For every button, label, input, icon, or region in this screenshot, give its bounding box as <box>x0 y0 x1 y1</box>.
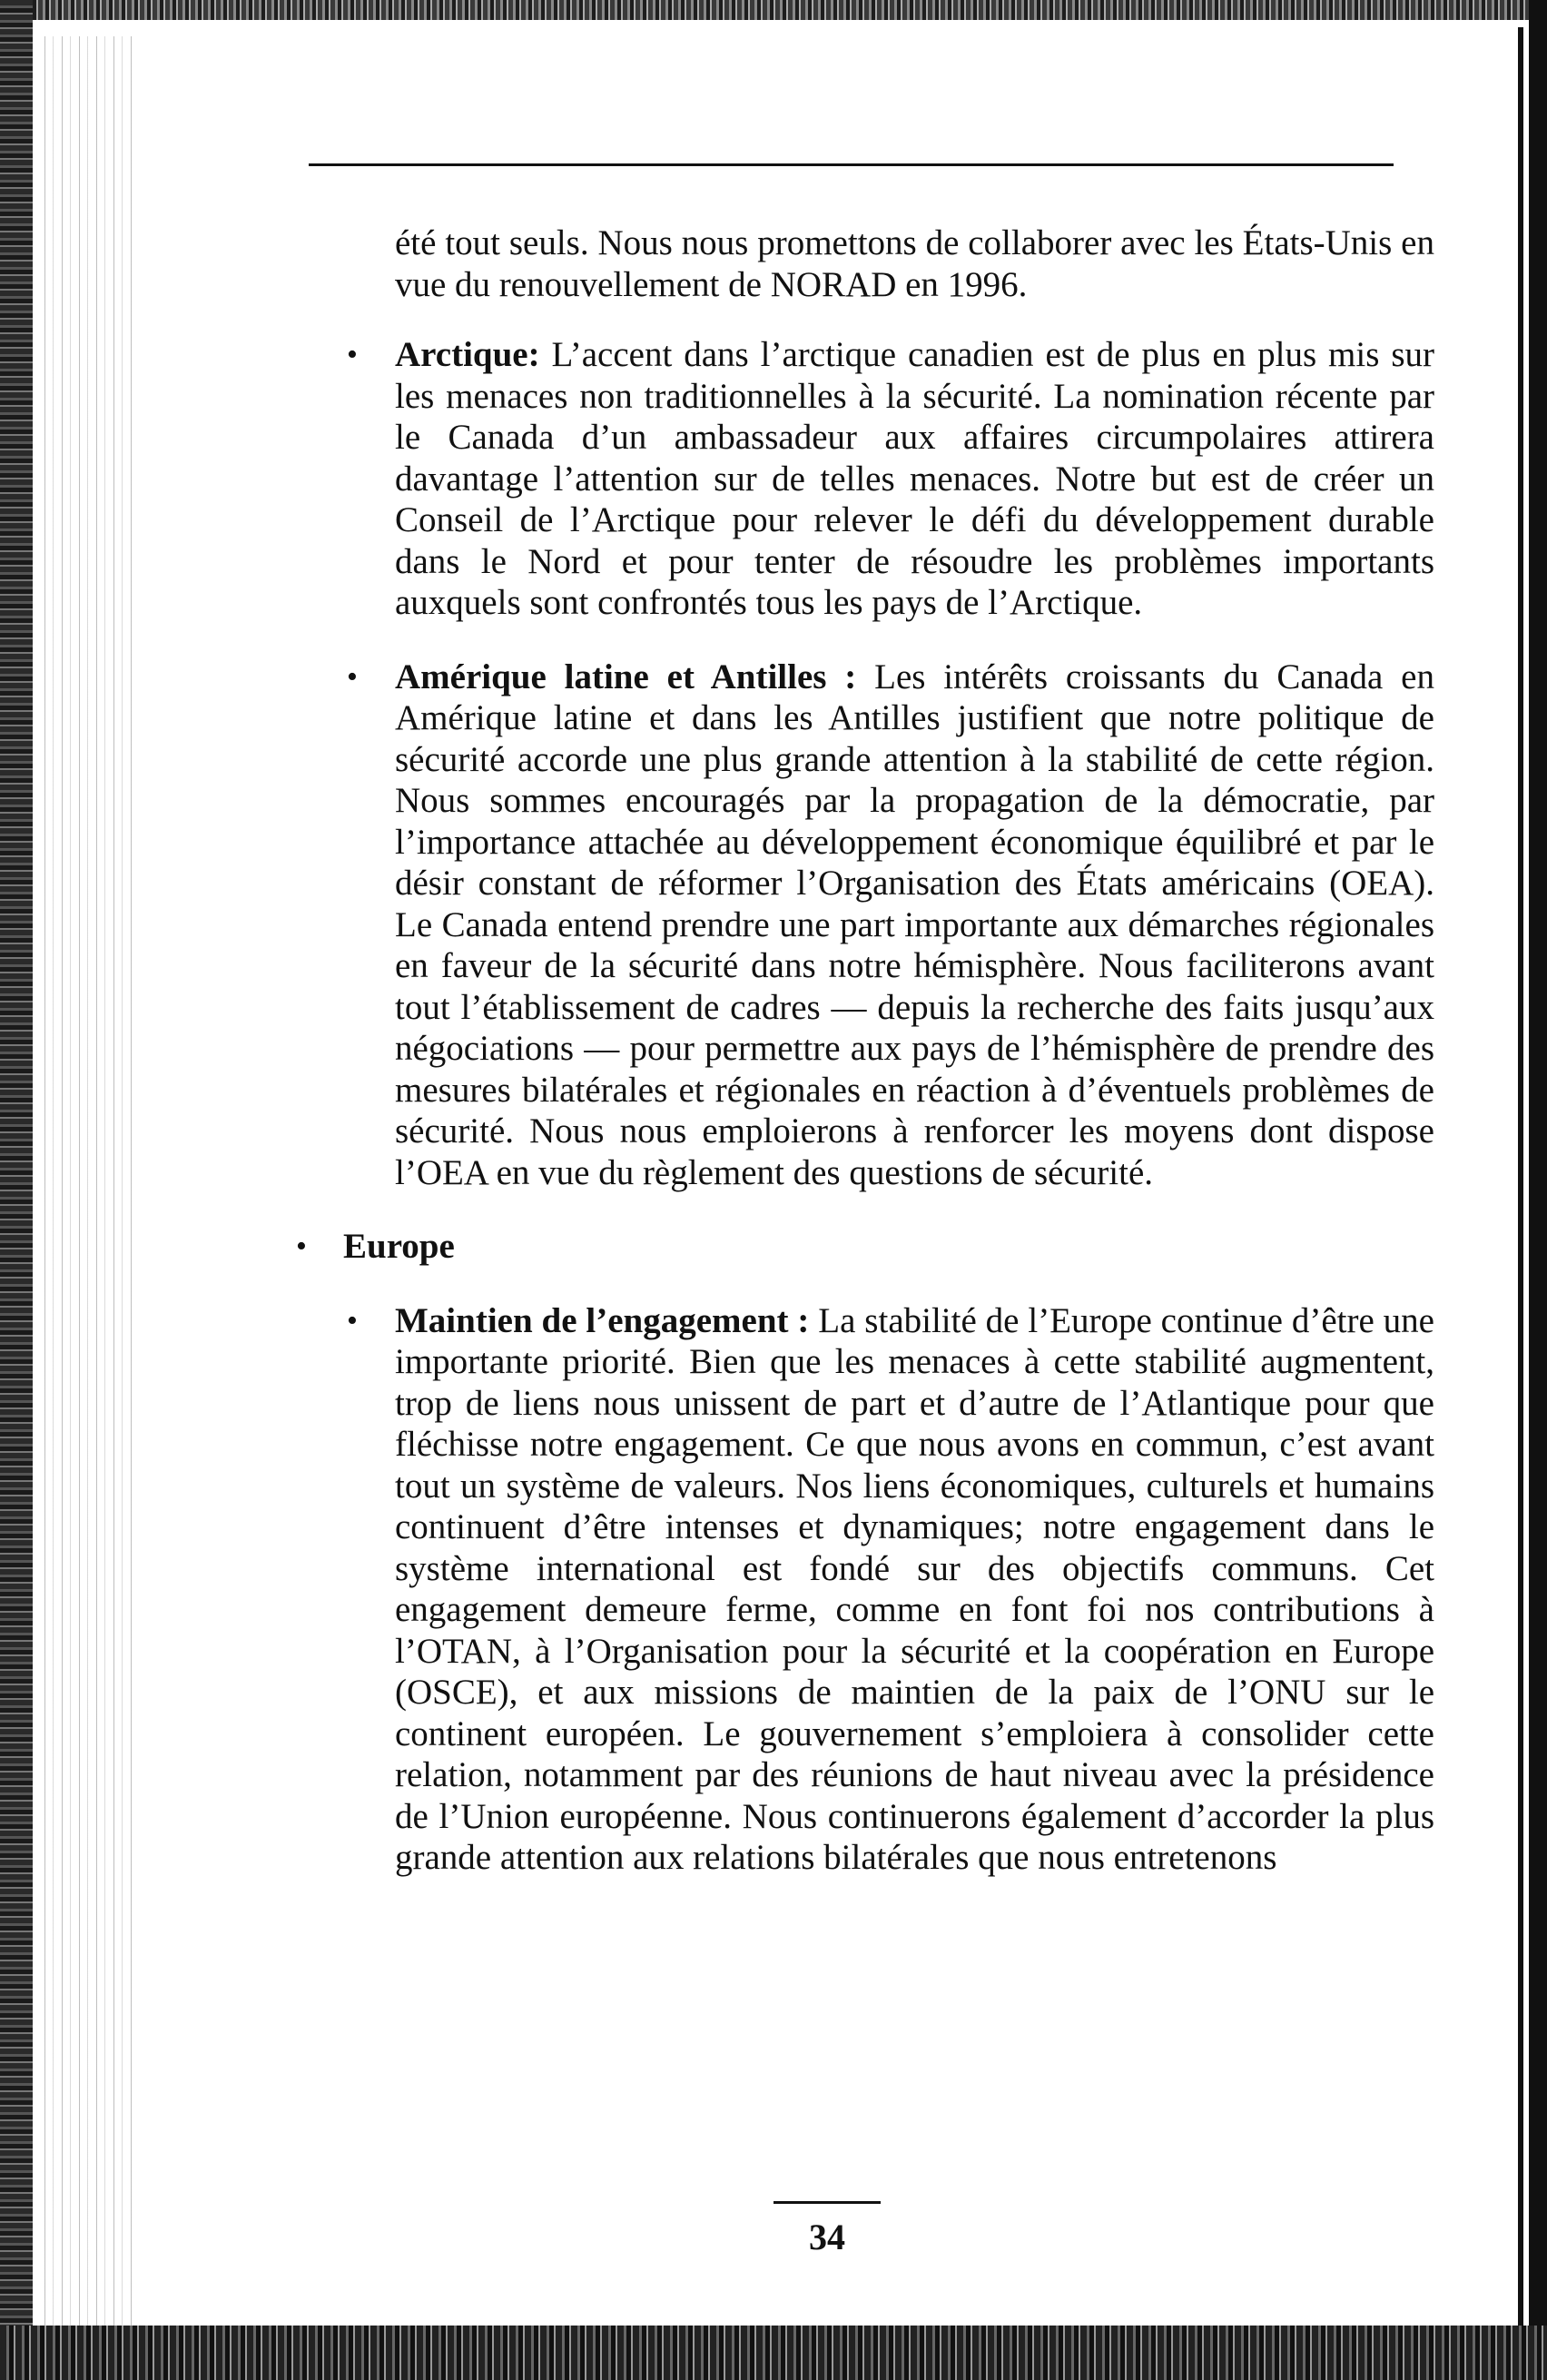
scan-edge-bottom <box>0 2326 1547 2380</box>
bullet-heading: Maintien de l’engagement : <box>395 1300 810 1340</box>
section-heading: Europe <box>343 1227 455 1266</box>
page-number: 34 <box>809 2217 845 2257</box>
bullet-dot: • <box>347 338 358 371</box>
bullet-text: La stabilité de l’Europe continue d’être une importante priorité. Bien que les menaces à cette stabilité augmentent, trop de liens nous unissent de part et d’autre de l’Atlantique pour que fléchisse notre engagement. Ce que nous avons en commun, c’est avant tout un système de valeurs. Nos liens économiques, culturels et humains continuent d’être intenses et dynamiques; notre engagement dans le système international est fondé sur des objectifs communs. Cet engagement demeure ferme, comme en font foi nos contributions à l’OTAN, à l’Organisation pour la sécurité et la coopération en Europe (OSCE), et aux missions de maintien de la paix de l’ONU sur le continent européen. Le gouvernement s’emploiera à consolider cette relation, notamment par des réunions de haut niveau avec la présidence de l’Union européenne. Nous continuerons également d’accorder la plus grande attention aux relations bilatérales que nous entretenons <box>395 1300 1434 1877</box>
bullet-paragraph <box>395 1300 1434 1879</box>
header-rule <box>309 163 1394 166</box>
bullet-dot: • <box>347 1303 358 1338</box>
scan-edge-top <box>0 0 1547 20</box>
scan-edge-right <box>1529 0 1547 2380</box>
page-body <box>291 222 1434 1911</box>
continuation-paragraph: été tout seuls. Nous nous promettons de collaborer avec les États-Unis en vue du renouvellement de NORAD en 1996. <box>395 223 1434 304</box>
bullet-heading: Amérique latine et Antilles : <box>395 657 857 696</box>
bullet-text: Les intérêts croissants du Canada en Amérique latine et dans les Antilles justifient que notre politique de sécurité accorde une plus grande attention à la stabilité de cette région. Nous sommes encouragés par la propagation de la démocratie, par l’importance attachée au développement économique équilibré et par le désir constant de réformer l’Organisation des États américains (OEA). Le Canada entend prendre une part importante aux démarches régionales en faveur de la sécurité dans notre hémisphère. Nous faciliterons avant tout l’établissement de cadres — depuis la recherche des faits jusqu’aux négociations — pour permettre aux pays de l’hémisphère de prendre des mesures bilatérales et régionales en réaction à d’éventuels problèmes de sécurité. Nous nous emploierons à renforcer les moyens dont dispose l’OEA en vue du règlement des questions de sécurité. <box>395 657 1434 1192</box>
bullet-dot: • <box>347 659 358 694</box>
bullet-text: L’accent dans l’arctique canadien est de plus en plus mis sur les menaces non traditionnelles à la sécurité. La nomination récente par le Canada d’un ambassadeur aux affaires circumpolaires attirera davantage l’attention sur de telles menaces. Notre but est de créer un Conseil de l’Arctique pour relever le défi du développement durable dans le Nord et pour tenter de résoudre les problèmes importants auxquels sont confrontés tous les pays de l’Arctique. <box>395 335 1434 622</box>
page-stack-lines <box>36 36 136 2343</box>
bullet-dot: • <box>296 1230 307 1263</box>
section-europe <box>296 1226 1434 1268</box>
bullet-heading: Arctique: <box>395 335 540 374</box>
scan-edge-left <box>0 0 33 2380</box>
footer-rule <box>774 2201 881 2204</box>
bullet-paragraph <box>395 657 1434 1194</box>
bullet-arctique <box>347 334 1434 624</box>
bullet-paragraph <box>395 334 1434 624</box>
bullet-amerique-latine <box>347 657 1434 1194</box>
bullet-maintien-engagement <box>347 1300 1434 1879</box>
page-border-right <box>1518 27 1523 2352</box>
